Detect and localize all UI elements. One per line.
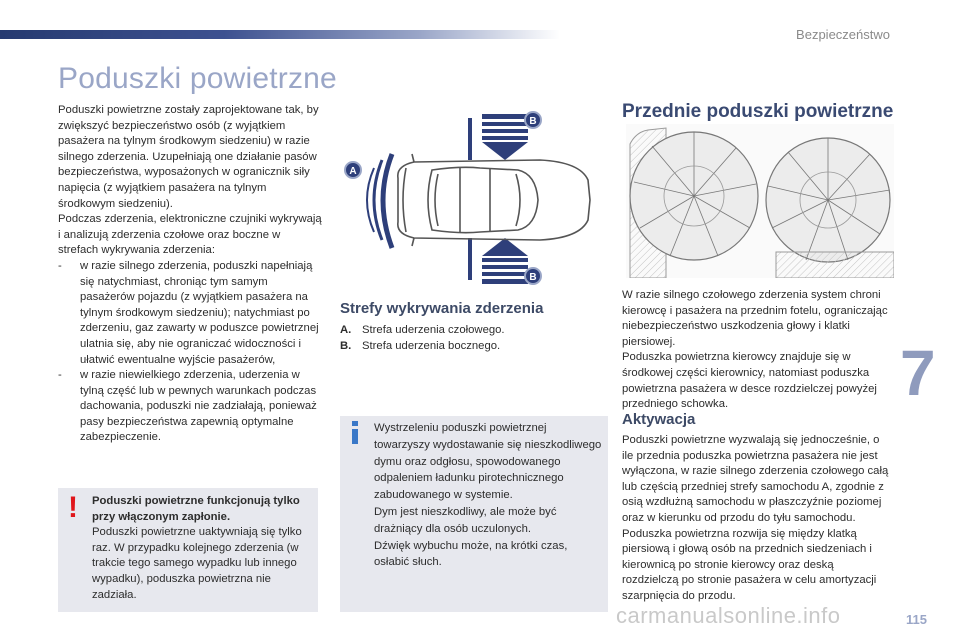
intro-paragraph: Poduszki powietrzne zostały zaprojektowane tak, by zwiększyć bezpieczeństwo osób (z wyjątkiem pasażera na tylnym środkowym siedzeniu) w razie silnego zderzenia. Uzupełniają one działanie pasów bezpieczeństwa, wyposażonych w ogranicznik siły napięcia (z wyjątkiem pasażera na tylnym środkowym siedzeniu). (58, 104, 319, 210)
side-impact-arrow-top (470, 114, 528, 160)
info-icon (346, 420, 364, 444)
warning-title: Poduszki powietrzne funkcjonują tylko przy włączonym zapłonie. (92, 495, 300, 523)
front-airbags-illustration (626, 124, 894, 278)
front-airbags-text (622, 288, 892, 413)
info-paragraph: Dźwięk wybuchu może, na krótki czas, osłabić słuch. (374, 539, 568, 569)
front-impact-zone (367, 154, 392, 248)
page-number: 115 (906, 612, 927, 627)
list-item-text: w razie silnego zderzenia, poduszki napełniają się natychmiast, chroniąc tym samym pasażerów pojazdu (z wyjątkiem pasażera na tylnym środkowym siedzeniu); natychmiast po zderzeniu, gaz zawarty w poduszce powietrznej ulatnia się, aby nie ograniczać widoczności i ułatwić ewentualne wyjście pasażerów, (80, 259, 319, 366)
zone-label-a (345, 162, 361, 178)
list-item (58, 368, 322, 446)
intro-text (58, 103, 322, 446)
label-b-top-text: B (529, 116, 537, 127)
activation-text: Poduszki powietrzne wyzwalają się jednocześnie, o ile przednia poduszka powietrzna pasażera nie jest wyłączona, w razie silnego zderzenia czołowego całą lub częścią przedniej strefy samochodu A, zgodnie z osią wzdłużną samochodu w płaszczyźnie poziomej oraz w kierunku od przodu do tyłu samochodu. Poduszka powietrzna rozwija się między klatką piersiową i głową osób na przednich siedzeniach i kierownicą po stronie kierowcy oraz deską rozdzielczą po stronie pasażera w celu amortyzacji szarpnięcia do przodu. (622, 434, 889, 602)
header-accent-bar (0, 30, 560, 39)
info-text (374, 420, 602, 571)
label-a-text: A (349, 166, 357, 177)
chapter-number: 7 (900, 337, 936, 409)
intro-paragraph: Podczas zderzenia, elektroniczne czujniki wykrywają i analizują zderzenia czołowe oraz boczne w strefach wykrywania zderzenia: (58, 213, 322, 257)
list-dash: - (58, 259, 62, 272)
warning-body: Poduszki powietrzne uaktywniają się tylko raz. W przypadku kolejnego zderzenia (w trakcie tego samego wypadku lub innego wypadku), poduszka powietrzna nie zadziała. (92, 526, 302, 601)
zones-heading: Strefy wykrywania zderzenia (340, 300, 544, 317)
front-paragraph: Poduszka powietrzna kierowcy znajduje się w środkowej części kierownicy, natomiast poduszka powietrzna pasażera w desce rozdzielczej powyżej przedniego schowka. (622, 351, 877, 411)
info-paragraph: Wystrzeleniu poduszki powietrznej towarzyszy wydostawanie się nieszkodliwego dymu oraz odgłosu, spowodowanego odpaleniem ładunku pirotechnicznego zabudowanego w systemie. (374, 422, 602, 502)
list-item-text: Strefa uderzenia bocznego. (362, 339, 501, 352)
zone-label-b-top (525, 112, 541, 128)
side-impact-arrow-bottom (470, 238, 528, 284)
car-top-view (398, 154, 590, 246)
list-dash: - (58, 369, 62, 382)
zones-list (340, 323, 600, 354)
activation-heading: Aktywacja (622, 411, 696, 428)
watermark: carmanualsonline.info (616, 603, 841, 628)
list-item-text: Strefa uderzenia czołowego. (362, 324, 505, 336)
list-item (340, 339, 600, 355)
section-name: Bezpieczeństwo (796, 27, 890, 42)
passenger-airbag (766, 138, 894, 278)
front-airbags-heading: Przednie poduszki powietrzne (622, 101, 894, 122)
warning-text (92, 494, 310, 603)
label-b-bottom-text: B (529, 272, 537, 283)
zone-label-b-bottom (525, 268, 541, 284)
list-key: A. (340, 324, 352, 336)
info-paragraph: Dym jest nieszkodliwy, ale może być drażniący dla osób uczulonych. (374, 505, 557, 535)
list-key: B. (340, 339, 352, 352)
exclamation-icon: ! (68, 491, 78, 524)
list-item (340, 323, 600, 339)
list-item (58, 259, 322, 368)
collision-zones-diagram (340, 108, 600, 298)
page-title: Poduszki powietrzne (58, 62, 337, 95)
front-paragraph: W razie silnego czołowego zderzenia system chroni kierowcę i pasażera na przednim fotelu, ograniczając niebezpieczeństwo uszkodzenia głowy i klatki piersiowej. (622, 289, 888, 348)
list-item-text: w razie niewielkiego zderzenia, uderzenia w tylną część lub w pewnych warunkach podczas dachowania, poduszki nie zadziałają, ponieważ pasy bezpieczeństwa zapewnią optymalne zabezpieczenie. (80, 369, 317, 444)
